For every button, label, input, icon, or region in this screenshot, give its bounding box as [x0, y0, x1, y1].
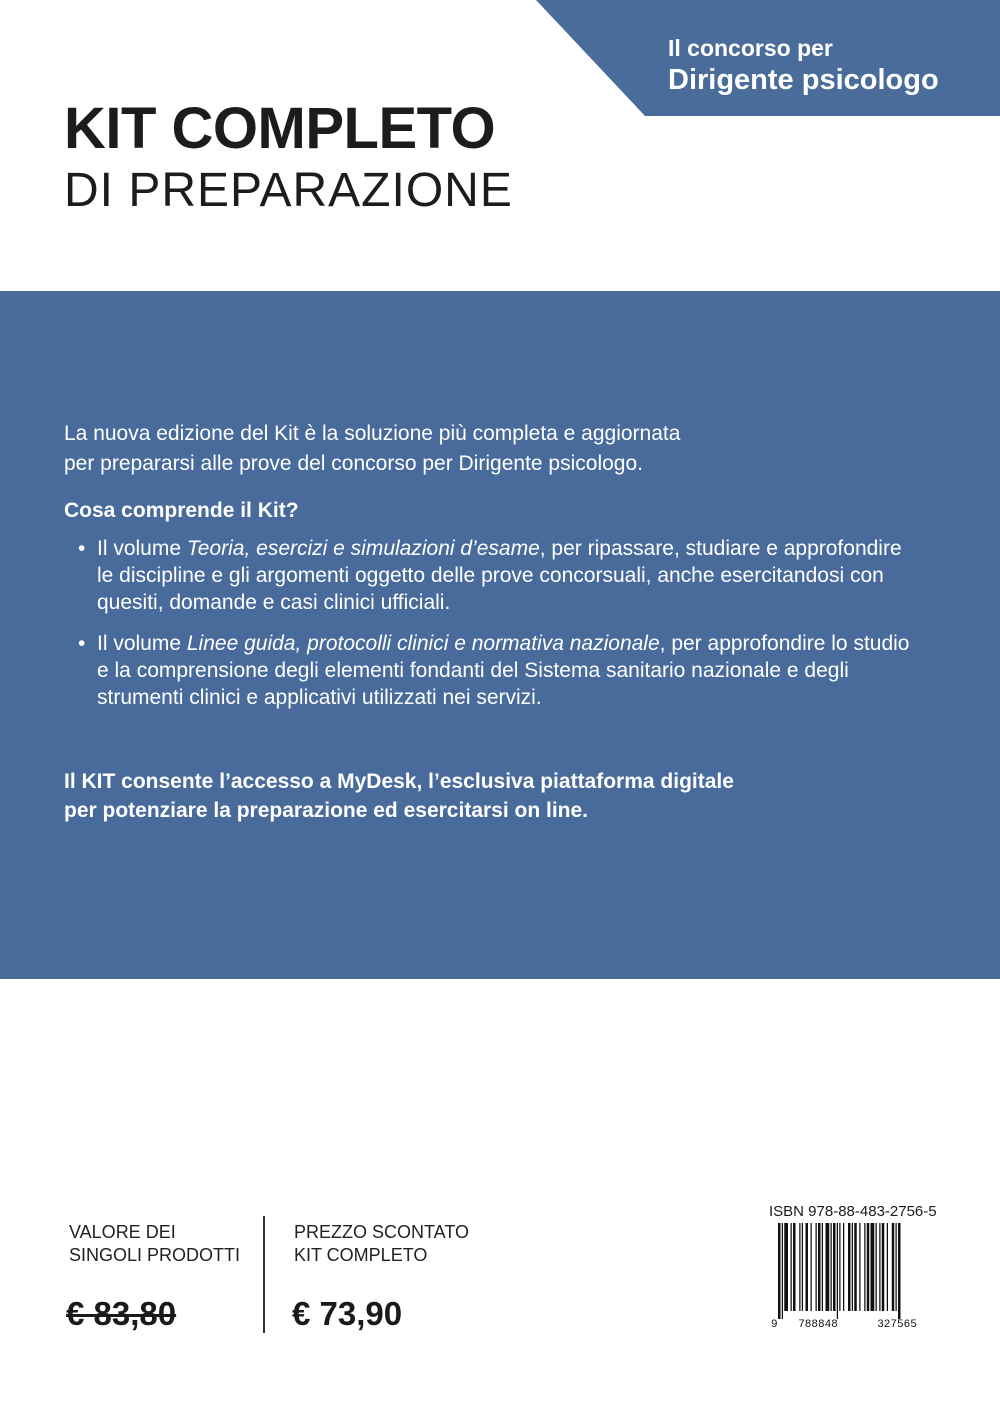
barcode-bar — [791, 1223, 792, 1311]
barcode-bar — [784, 1223, 788, 1311]
barcode-digit-first: 9 — [771, 1319, 778, 1331]
bullet-prefix: Il volume — [97, 632, 187, 655]
barcode-bar — [887, 1223, 888, 1311]
barcode — [770, 1223, 942, 1331]
bullet-dot-icon: • — [78, 632, 86, 655]
barcode-bar — [799, 1223, 800, 1311]
title-sub: DI PREPARAZIONE — [64, 164, 513, 217]
tab-line-1: Il concorso per — [668, 35, 833, 61]
barcode-bar — [879, 1223, 880, 1311]
volume-title: Linee guida, protocolli clinici e normativa nazionale — [186, 632, 660, 655]
barcode-bar — [818, 1223, 821, 1311]
barcode-bar — [859, 1223, 860, 1311]
barcode-bar — [802, 1223, 803, 1311]
discount-price-label — [294, 1221, 469, 1267]
list-item — [0, 630, 917, 711]
original-price: € 83,80 — [66, 1295, 177, 1332]
bullet-prefix: Il volume — [97, 537, 187, 560]
barcode-bar — [822, 1223, 823, 1311]
volume-title: Teoria, esercizi e simulazioni d’esame — [186, 537, 540, 560]
barcode-bar — [831, 1223, 832, 1311]
barcode-bar — [848, 1223, 851, 1311]
price-divider — [263, 1216, 265, 1333]
original-label-line-1: VALORE DEI — [69, 1222, 176, 1242]
title-main: KIT COMPLETO — [64, 96, 496, 161]
original-label-line-2: SINGOLI PRODOTTI — [69, 1245, 241, 1265]
bullet-description: , per ripassare, studiare e approfondire le discipline e gli argomenti oggetto delle prove concorsuali, anche esercitandosi con quesiti, domande e casi clinici ufficiali. — [97, 537, 902, 614]
barcode-bar — [778, 1223, 781, 1319]
mydesk-line-2: per potenziare la preparazione ed esercitarsi on line. — [64, 799, 589, 822]
discount-label-line-1: PREZZO SCONTATO — [294, 1222, 470, 1242]
barcode-bar — [882, 1223, 885, 1311]
barcode-bar — [839, 1223, 840, 1311]
barcode-bar — [826, 1223, 830, 1311]
barcode-bar — [837, 1223, 838, 1319]
intro-line-1: La nuova edizione del Kit è la soluzione più completa e aggiornata — [64, 422, 681, 445]
barcode-bar — [896, 1223, 897, 1311]
barcode-bar — [833, 1223, 836, 1311]
barcode-bar — [871, 1223, 875, 1311]
tab-line-2: Dirigente psicologo — [668, 64, 939, 96]
barcode-bar — [892, 1223, 895, 1311]
barcode-bar — [806, 1223, 809, 1311]
mydesk-note — [64, 767, 944, 825]
barcode-bar — [867, 1223, 870, 1311]
discount-price: € 73,90 — [292, 1295, 403, 1332]
barcode-bar — [876, 1223, 877, 1311]
barcode-bars — [778, 1223, 901, 1319]
barcode-digits-left: 788848 — [798, 1319, 838, 1331]
intro-paragraph — [64, 419, 944, 479]
description-panel — [0, 291, 1000, 979]
corner-tab-text — [668, 34, 939, 98]
original-price-label — [69, 1221, 240, 1267]
intro-line-2: per prepararsi alle prove del concorso per Dirigente psicologo. — [64, 452, 643, 475]
isbn-text: ISBN 978-88-483-2756-5 — [769, 1203, 937, 1220]
barcode-bar — [843, 1223, 844, 1311]
barcode-bar — [854, 1223, 857, 1311]
barcode-bar — [898, 1223, 901, 1319]
barcode-bar — [793, 1223, 796, 1311]
barcode-bar — [811, 1223, 812, 1311]
barcode-bar — [852, 1223, 853, 1311]
barcode-bar — [864, 1223, 865, 1311]
kit-question: Cosa comprende il Kit? — [64, 499, 299, 522]
list-item — [0, 535, 917, 616]
discount-label-line-2: KIT COMPLETO — [294, 1245, 428, 1265]
kit-contents-list — [0, 535, 1000, 725]
barcode-bar — [816, 1223, 817, 1311]
mydesk-line-1: Il KIT consente l’accesso a MyDesk, l’esclusiva piattaforma digitale — [64, 770, 734, 793]
bullet-description: , per approfondire lo studio e la comprensione degli elementi fondanti del Sistema sanitario nazionale e degli strumenti clinici e applicativi utilizzati nei servizi. — [97, 632, 910, 709]
bullet-dot-icon: • — [78, 537, 86, 560]
barcode-bar — [782, 1223, 783, 1319]
barcode-digits-right: 327565 — [877, 1319, 917, 1331]
